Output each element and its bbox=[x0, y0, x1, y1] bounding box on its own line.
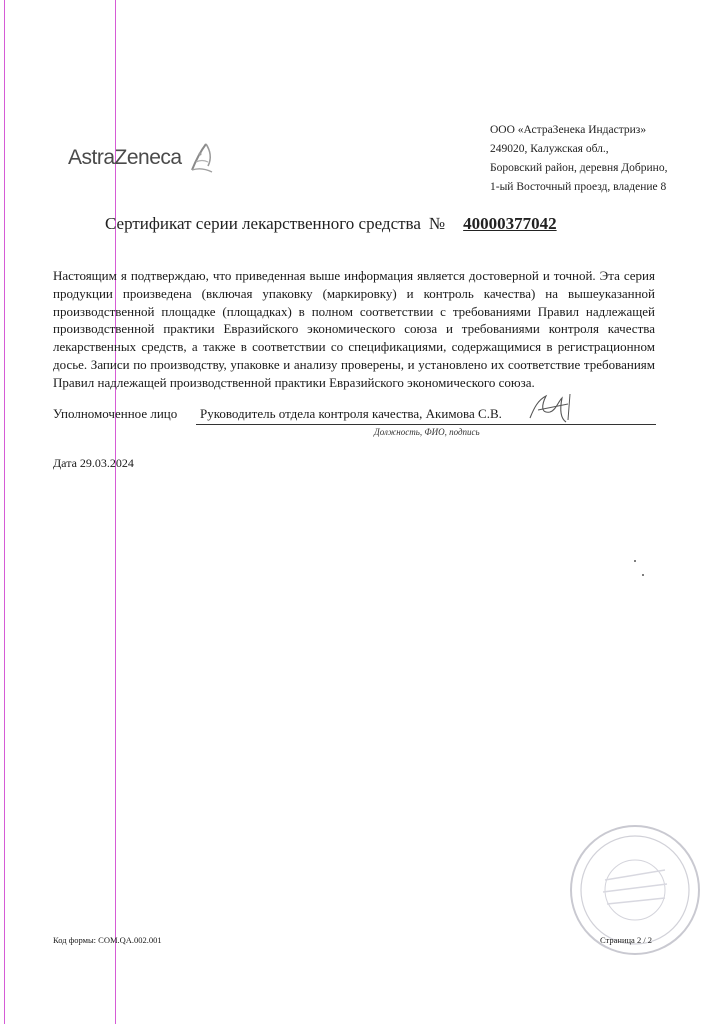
address-line: ООО «АстраЗенека Индастриз» bbox=[490, 124, 647, 136]
logo-symbol-icon bbox=[186, 140, 216, 176]
document-date: Дата 29.03.2024 bbox=[53, 456, 134, 470]
address-line: 249020, Калужская обл., bbox=[490, 143, 609, 155]
certificate-statement: Настоящим я подтверждаю, что приведенная выше информация является достоверной и точной. Эта серия продукции произведена (включая упаковку (маркировку) и контроль качества) на вышеуказанной производственной площадке (площадках) в полном соответствии с требованиями Правил надлежащей производственной практики Евразийского экономического союза и требованиями контроля качества лекарственных средств, а также в соответствии со спецификациями, содержащимися в регистрационном досье. Записи по производству, упаковке и анализу проверены, и установлено их соответствие требованиям Правил надлежащей производственной практики Евразийского экономического союза. bbox=[53, 268, 655, 390]
authorized-person-label: Уполномоченное лицо bbox=[53, 406, 178, 421]
address-line: Боровский район, деревня Добрино, bbox=[490, 162, 668, 174]
company-logo bbox=[68, 140, 216, 176]
handwritten-signature bbox=[520, 388, 590, 428]
form-code: Код формы: COM.QA.002.001 bbox=[53, 935, 162, 945]
title-text: Сертификат серии лекарственного средства bbox=[105, 214, 421, 233]
logo-text: AstraZeneca bbox=[68, 146, 182, 169]
margin-line-left bbox=[4, 0, 5, 1024]
speck bbox=[642, 574, 644, 576]
authorized-person-value: Руководитель отдела контроля качества, Акимова С.В. bbox=[200, 406, 502, 421]
address-line: 1-ый Восточный проезд, владение 8 bbox=[490, 181, 667, 193]
certificate-title bbox=[105, 214, 557, 234]
number-sign: № bbox=[428, 214, 446, 233]
page-number: Страница 2 / 2 bbox=[600, 935, 653, 945]
speck bbox=[634, 560, 636, 562]
company-address bbox=[490, 121, 667, 197]
signature-caption: Должность, ФИО, подпись bbox=[374, 427, 480, 437]
serial-number: 40000377042 bbox=[463, 214, 557, 233]
